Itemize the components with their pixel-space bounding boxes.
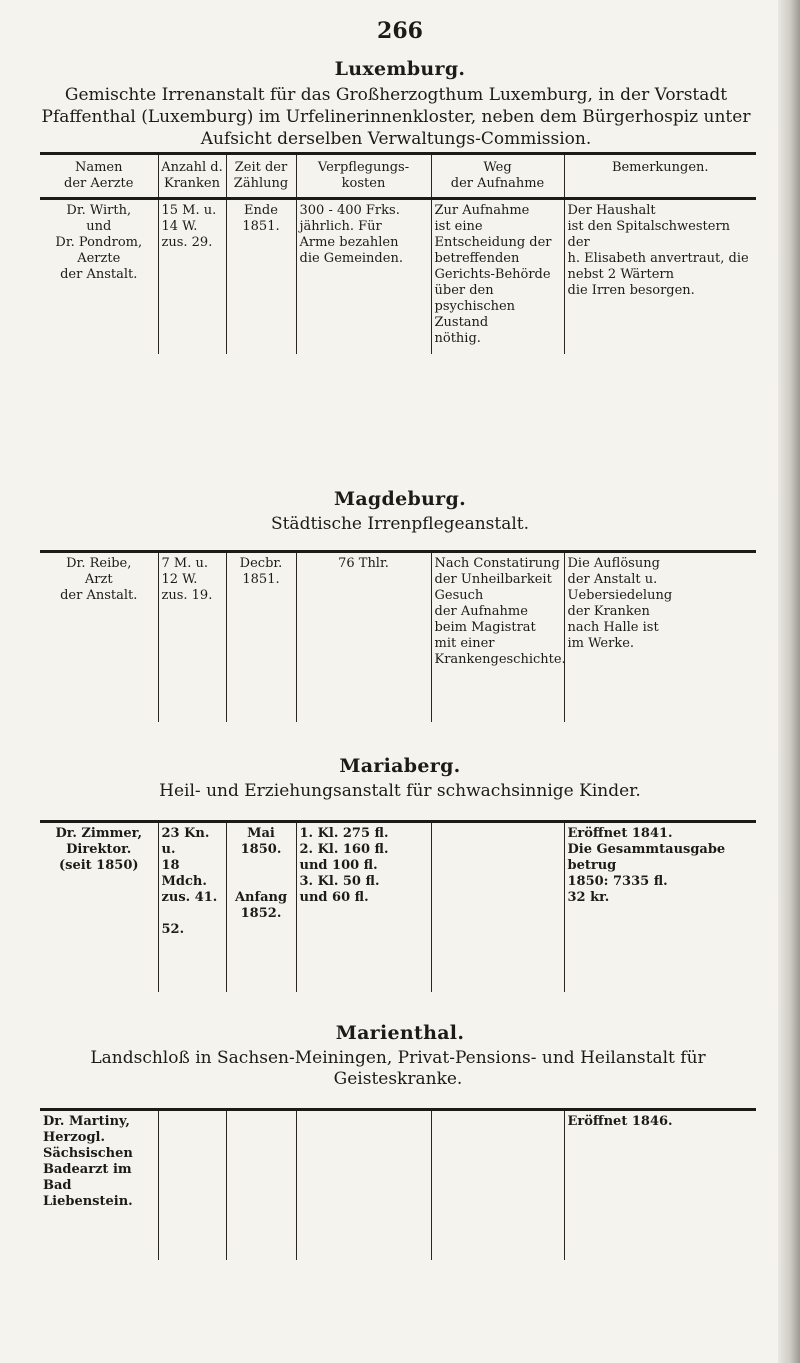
- count-time: Mai 1850. Anfang 1852.: [226, 822, 296, 992]
- admission-route: [431, 822, 564, 992]
- physician-names: Dr. Zimmer, Direktor. (seit 1850): [55, 826, 143, 873]
- luxemburg-intro: Gemischte Irrenanstalt für das Großherzogthum Luxemburg, in der Vorstadt Pfaffenthal (Luxemburg) im Urfelinerinnenkloster, neben dem Bürgerhospiz unter Aufsicht derselben Verwaltungs-Commission.: [41, 85, 751, 149]
- table-row: [40, 1110, 756, 1260]
- care-costs: 1. Kl. 275 fl. 2. Kl. 160 fl. und 100 fl. 3. Kl. 50 fl. und 60 fl.: [296, 822, 431, 992]
- patient-count: 7 M. u. 12 W. zus. 19.: [158, 552, 226, 722]
- header-time: Zeit der Zählung: [226, 154, 296, 199]
- section-title-mariaberg: Mariaberg.: [339, 755, 461, 777]
- count-time: Ende 1851.: [226, 199, 296, 354]
- count-time: Decbr. 1851.: [226, 552, 296, 722]
- header-remarks: Bemerkungen.: [564, 154, 756, 199]
- table-row: [40, 822, 756, 992]
- page-number: 266: [377, 18, 423, 44]
- mariaberg-table: [40, 820, 756, 992]
- remarks: Die Auflösung der Anstalt u. Uebersiedelung der Kranken nach Halle ist im Werke.: [564, 552, 756, 722]
- luxemburg-table: [40, 152, 756, 354]
- admission-route: Nach Constatirung der Unheilbarkeit Gesuch der Aufnahme beim Magistrat mit einer Krankengeschichte.: [431, 552, 564, 722]
- count-time: [226, 1110, 296, 1260]
- header-count: Anzahl d. Kranken: [158, 154, 226, 199]
- marienthal-table: [40, 1108, 756, 1260]
- remarks: Eröffnet 1841. Die Gesammtausgabe betrug 1850: 7335 fl. 32 kr.: [564, 822, 756, 992]
- care-costs: 300 - 400 Frks. jährlich. Für Arme bezahlen die Gemeinden.: [296, 199, 431, 354]
- section-title-magdeburg: Magdeburg.: [333, 488, 466, 510]
- physician-names: Dr. Reibe, Arzt der Anstalt.: [60, 556, 138, 603]
- patient-count: 15 M. u. 14 W. zus. 29.: [158, 199, 226, 354]
- page-edge-shadow: [778, 0, 800, 1363]
- table-row: [40, 552, 756, 722]
- magdeburg-subtitle: Städtische Irrenpflegeanstalt.: [270, 514, 530, 534]
- admission-route: [431, 1110, 564, 1260]
- care-costs: [296, 1110, 431, 1260]
- physician-names: Dr. Martiny, Herzogl. Sächsischen Badearzt im Bad Liebenstein.: [43, 1114, 133, 1209]
- header-names: Namen der Aerzte: [64, 160, 134, 191]
- marienthal-subtitle: Landschloß in Sachsen-Meiningen, Privat-Pensions- und Heilanstalt für Geisteskranke.: [90, 1048, 706, 1089]
- remarks: Eröffnet 1846.: [564, 1110, 756, 1260]
- magdeburg-table: [40, 550, 756, 722]
- section-title-luxemburg: Luxemburg.: [334, 58, 466, 80]
- patient-count: [158, 1110, 226, 1260]
- header-admission: Weg der Aufnahme: [431, 154, 564, 199]
- patient-count: 23 Kn. u. 18 Mdch. zus. 41. 52.: [158, 822, 226, 992]
- table-header-row: [40, 154, 756, 199]
- header-costs: Verpflegungs- kosten: [296, 154, 431, 199]
- care-costs: 76 Thlr.: [296, 552, 431, 722]
- table-row: [40, 199, 756, 354]
- mariaberg-subtitle: Heil- und Erziehungsanstalt für schwachsinnige Kinder.: [159, 781, 641, 801]
- remarks: Der Haushalt ist den Spitalschwestern der h. Elisabeth anvertraut, die nebst 2 Wärtern die Irren besorgen.: [564, 199, 756, 354]
- physician-names: Dr. Wirth, und Dr. Pondrom, Aerzte der Anstalt.: [55, 203, 143, 282]
- section-title-marienthal: Marienthal.: [335, 1022, 465, 1044]
- admission-route: Zur Aufnahme ist eine Entscheidung der betreffenden Gerichts-Behörde über den psychischen Zustand nöthig.: [431, 199, 564, 354]
